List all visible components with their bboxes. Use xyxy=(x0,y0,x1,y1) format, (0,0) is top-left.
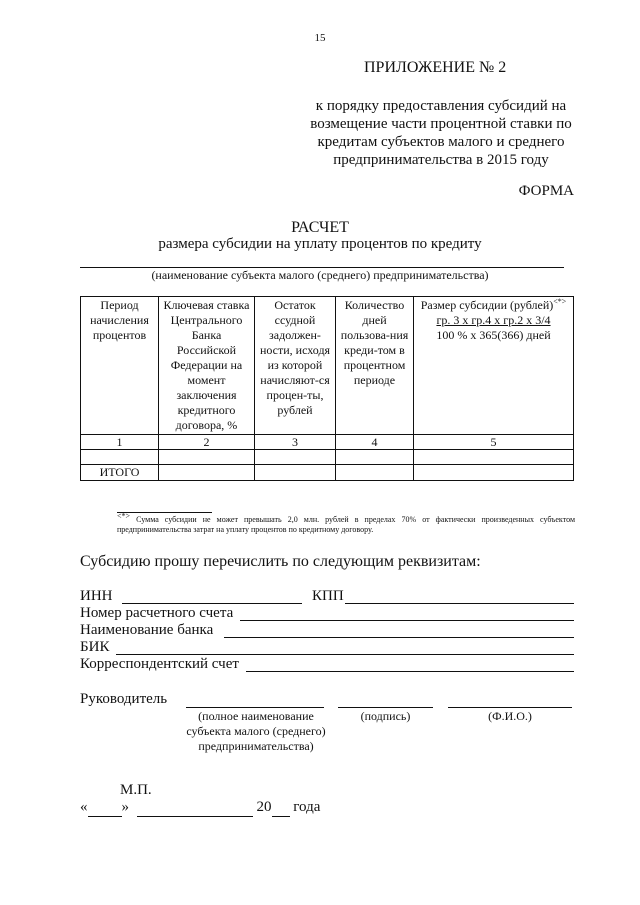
account-field[interactable] xyxy=(240,620,574,621)
document-subtitle: размера субсидии на уплату процентов по кредиту xyxy=(158,236,482,252)
calculation-table xyxy=(80,296,574,481)
head-label: Руководитель xyxy=(80,691,168,707)
date-line xyxy=(80,799,320,817)
header-subsidy-title: Размер субсидии (рублей) xyxy=(420,298,554,312)
subsidy-formula-denominator: 100 % х 365(366) дней xyxy=(436,328,551,342)
table-row[interactable] xyxy=(81,450,574,465)
form-label: ФОРМА xyxy=(518,183,574,199)
date-year-suffix: года xyxy=(293,799,321,815)
header-period: Период начисления процентов xyxy=(81,297,159,435)
appendix-title: ПРИЛОЖЕНИЕ № 2 xyxy=(364,59,507,76)
stamp-label: М.П. xyxy=(120,782,152,798)
account-label: Номер расчетного счета xyxy=(80,605,234,621)
subsidy-formula-numerator: гр. 3 х гр.4 х гр.2 х 3/4 xyxy=(436,313,551,327)
document-title: РАСЧЕТ xyxy=(291,219,349,236)
table-cell[interactable] xyxy=(336,450,414,465)
date-close-quote: » xyxy=(121,799,129,815)
col-number: 1 xyxy=(81,435,159,450)
header-key-rate: Ключевая ставка Центрального Банка Российской Федерации на момент заключения кредитного договора, % xyxy=(159,297,255,435)
total-row xyxy=(81,465,574,481)
total-label: ИТОГО xyxy=(81,465,159,481)
signature-field[interactable] xyxy=(338,707,433,708)
name-caption: (полное наименование субъекта малого (среднего) предпринимательства) xyxy=(186,709,326,753)
inn-label: ИНН xyxy=(80,588,113,604)
date-open-quote: « xyxy=(80,799,88,815)
header-loan-balance: Остаток ссудной задолжен-ности, исходя из которой начисляют-ся процен-ты, рублей xyxy=(255,297,336,435)
header-subsidy xyxy=(414,297,574,435)
bik-label: БИК xyxy=(80,639,110,655)
bank-label: Наименование банка xyxy=(80,622,214,638)
appendix-subtitle: к порядку предоставления субсидий на возмещение части процентной ставки по кредитам субъектов малого и среднего предпринимательства в 2015 году xyxy=(310,98,572,168)
table-cell[interactable] xyxy=(414,465,574,481)
column-number-row xyxy=(81,435,574,450)
corr-account-field[interactable] xyxy=(246,671,574,672)
inn-field[interactable] xyxy=(122,603,302,604)
col-number: 3 xyxy=(255,435,336,450)
organization-name-field[interactable] xyxy=(186,707,324,708)
date-year-prefix: 20 xyxy=(256,799,272,815)
table-cell[interactable] xyxy=(159,450,255,465)
kpp-label: КПП xyxy=(312,588,344,604)
col-number: 4 xyxy=(336,435,414,450)
footnote xyxy=(117,511,576,535)
table-header-row xyxy=(81,297,574,435)
corr-account-label: Корреспондентский счет xyxy=(80,656,239,672)
bank-field[interactable] xyxy=(224,637,574,638)
table-cell[interactable] xyxy=(159,465,255,481)
col-number: 5 xyxy=(414,435,574,450)
header-days: Количество дней пользова-ния креди-том в процентном периоде xyxy=(336,297,414,435)
bik-field[interactable] xyxy=(116,654,574,655)
col-number: 2 xyxy=(159,435,255,450)
table-cell[interactable] xyxy=(336,465,414,481)
footnote-divider xyxy=(117,512,212,513)
table-cell[interactable] xyxy=(255,450,336,465)
footnote-mark: <*> xyxy=(117,511,131,521)
sign-caption: (подпись) xyxy=(360,709,411,723)
date-year-field[interactable] xyxy=(272,799,290,817)
date-month-field[interactable] xyxy=(137,799,253,817)
subject-caption: (наименование субъекта малого (среднего) предпринимательства) xyxy=(151,268,489,282)
table-cell[interactable] xyxy=(255,465,336,481)
transfer-request-text: Субсидию прошу перечислить по следующим реквизитам: xyxy=(80,553,481,570)
page-number: 15 xyxy=(314,32,326,44)
fio-field[interactable] xyxy=(448,707,572,708)
table-cell[interactable] xyxy=(414,450,574,465)
footnote-text: Сумма субсидии не может превышать 2,0 млн. рублей в пределах 70% от фактически произведенных субъектом предпринимательства затрат на уплату процентов по кредитному договору. xyxy=(117,515,576,534)
kpp-field[interactable] xyxy=(345,603,574,604)
table-cell[interactable] xyxy=(81,450,159,465)
fio-caption: (Ф.И.О.) xyxy=(488,709,532,723)
header-subsidy-footnote-mark: <*> xyxy=(553,297,567,306)
date-day-field[interactable] xyxy=(88,799,122,817)
